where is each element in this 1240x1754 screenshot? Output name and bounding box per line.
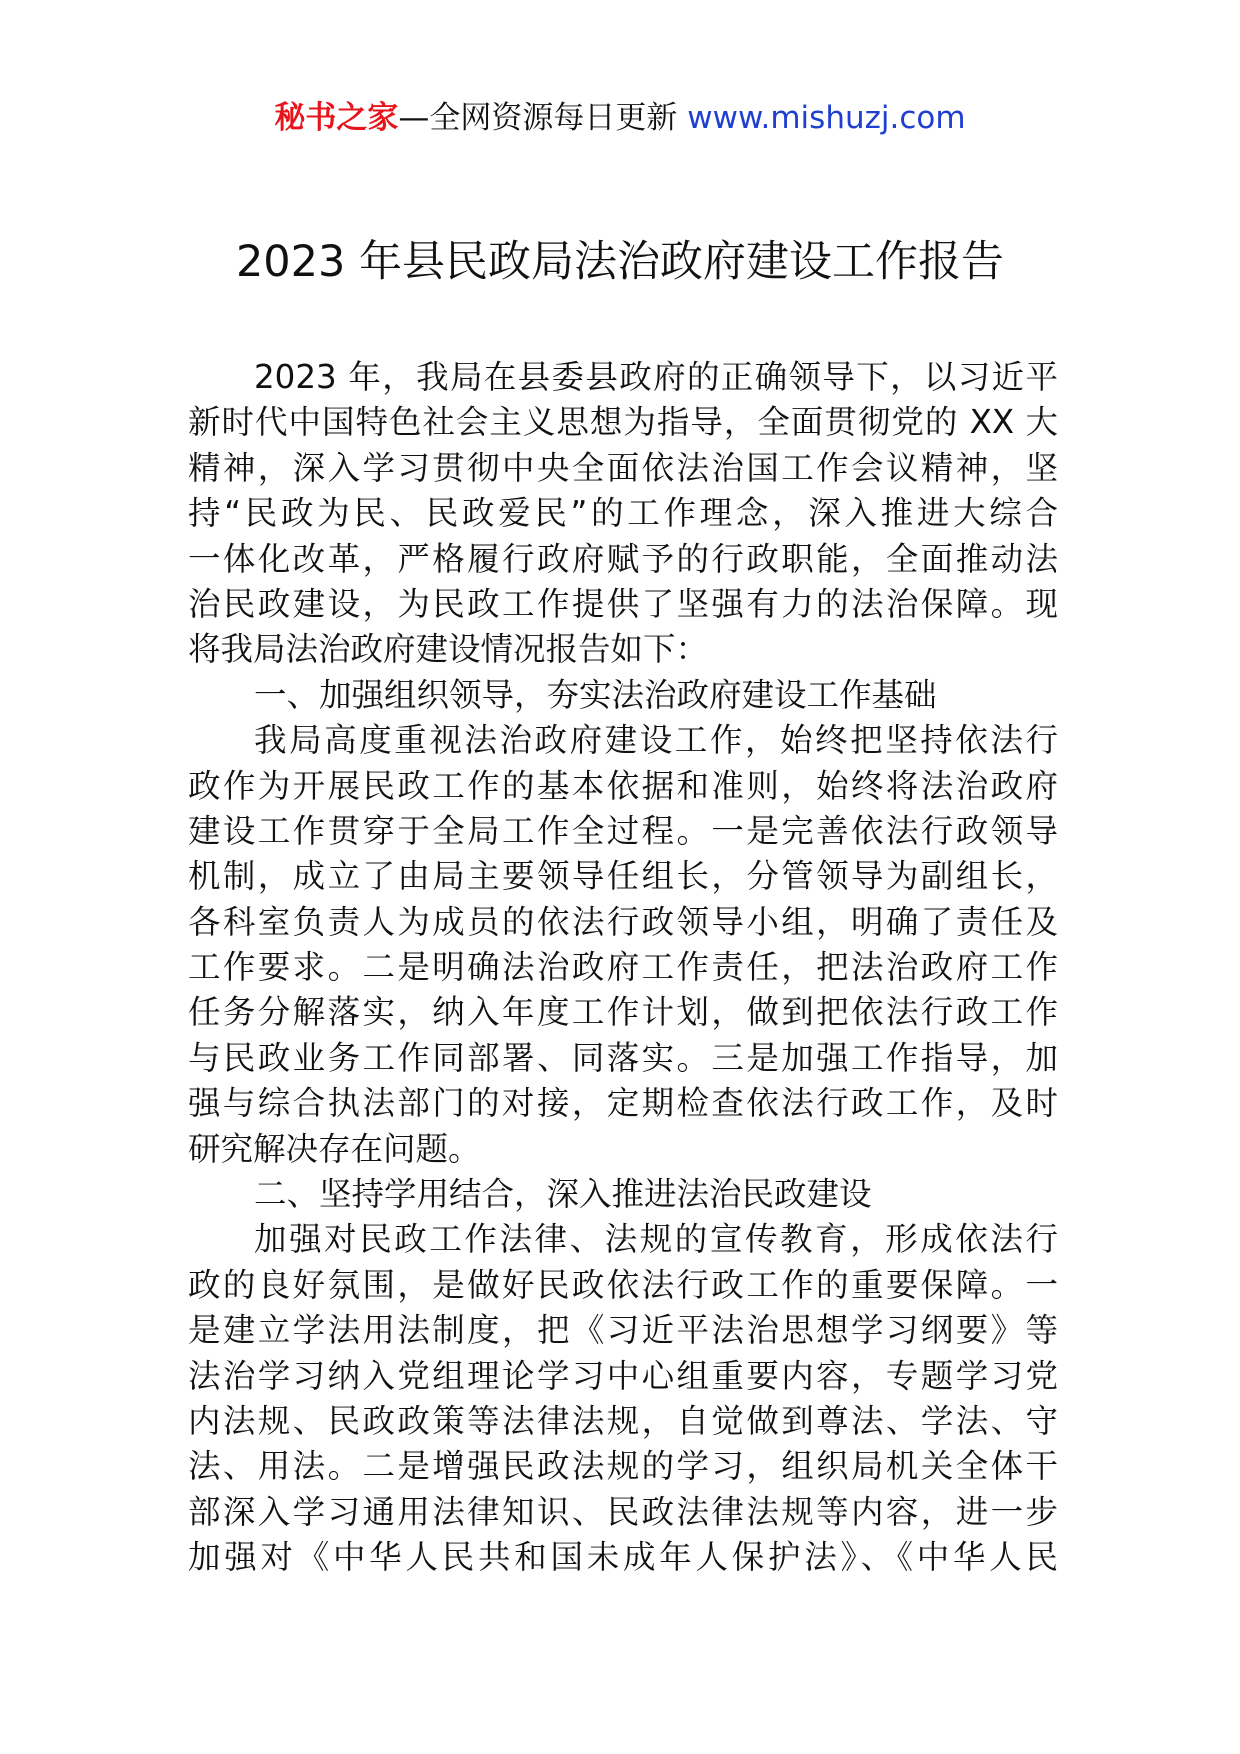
body-line: 工作要求。二是明确法治政府工作责任，把法治政府工作 <box>188 948 1058 987</box>
body-line: 精神，深入学习贯彻中央全面依法治国工作会议精神，坚 <box>188 448 1058 487</box>
body-line: 是建立学法用法制度，把《习近平法治思想学习纲要》等 <box>188 1311 1058 1350</box>
body-line: 强与综合执法部门的对接，定期检查依法行政工作，及时 <box>188 1084 1058 1123</box>
body-line: 与民政业务工作同部署、同落实。三是加强工作指导，加 <box>188 1038 1058 1077</box>
body-line: 加强对《中华人民共和国未成年人保护法》、《中华人民 <box>188 1538 1058 1577</box>
body-line: 政作为开展民政工作的基本依据和准则，始终将法治政府 <box>188 766 1058 805</box>
body-line: 治民政建设，为民政工作提供了坚强有力的法治保障。现 <box>188 584 1058 623</box>
body-line: 我局高度重视法治政府建设工作，始终把坚持依法行 <box>254 721 1058 760</box>
body-line: 将我局法治政府建设情况报告如下： <box>188 630 709 669</box>
banner-url-link[interactable]: www.mishuzj.com <box>687 100 966 136</box>
body-line: 法治学习纳入党组理论学习中心组重要内容，专题学习党 <box>188 1356 1058 1395</box>
body-line: 2023 年，我局在县委县政府的正确领导下，以习近平 <box>254 358 1058 396</box>
body-line: 研究解决存在问题。 <box>188 1129 481 1168</box>
site-banner <box>0 98 1240 138</box>
body-line: 一体化改革，严格履行政府赋予的行政职能，全面推动法 <box>188 539 1058 578</box>
body-line: 政的良好氛围，是做好民政依法行政工作的重要保障。一 <box>188 1265 1058 1304</box>
body-line: 各科室负责人为成员的依法行政领导小组，明确了责任及 <box>188 902 1058 941</box>
body-line: 持“民政为民、民政爱民”的工作理念，深入推进大综合 <box>188 494 1058 533</box>
body-line: 法、用法。二是增强民政法规的学习，组织局机关全体干 <box>188 1447 1058 1486</box>
banner-slogan: —全网资源每日更新 <box>398 100 688 136</box>
section-heading: 一、加强组织领导，夯实法治政府建设工作基础 <box>254 675 937 714</box>
body-line: 建设工作贯穿于全局工作全过程。一是完善依法行政领导 <box>188 811 1058 850</box>
section-heading: 二、坚持学用结合，深入推进法治民政建设 <box>254 1175 872 1214</box>
document-body <box>188 355 1058 1581</box>
body-line: 新时代中国特色社会主义思想为指导，全面贯彻党的 XX 大 <box>188 403 1058 442</box>
document-title: 2023 年县民政局法治政府建设工作报告 <box>235 237 1005 287</box>
banner-brand: 秘书之家 <box>274 100 399 136</box>
body-line: 加强对民政工作法律、法规的宣传教育，形成依法行 <box>254 1220 1058 1259</box>
body-line: 机制，成立了由局主要领导任组长，分管领导为副组长， <box>188 857 1058 896</box>
body-line: 部深入学习通用法律知识、民政法律法规等内容，进一步 <box>188 1492 1058 1531</box>
body-line: 任务分解落实，纳入年度工作计划，做到把依法行政工作 <box>188 993 1058 1032</box>
body-line: 内法规、民政政策等法律法规，自觉做到尊法、学法、守 <box>188 1401 1058 1440</box>
